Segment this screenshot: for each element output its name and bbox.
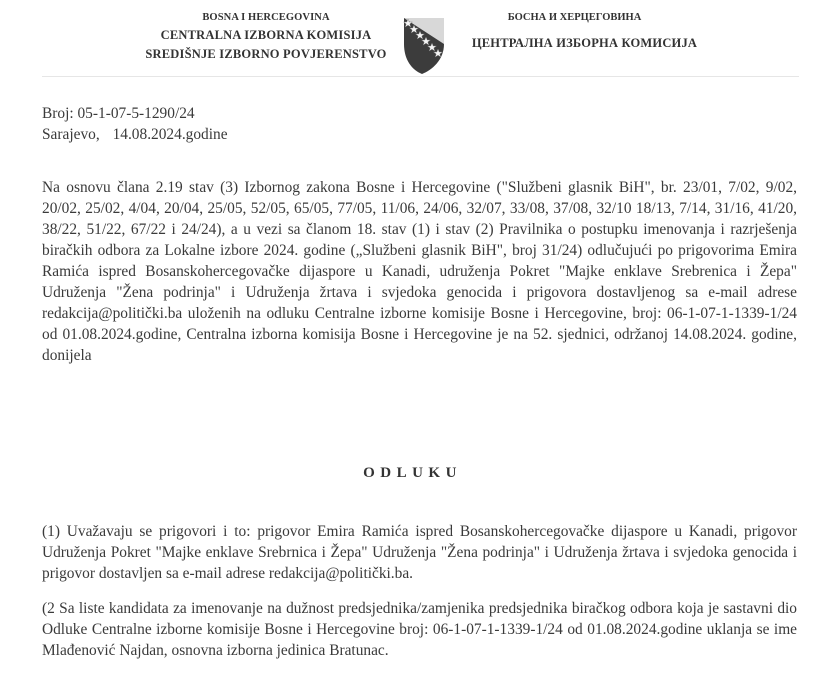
- decision-item-2: (2 Sa liste kandidata za imenovanje na dužnost predsjednika/zamjenika predsjednika biračkog odbora koja je sastavni dio Odluke Centralne izborne komisije Bosne i Hercegovine broj: 06-1-07-1-1339-1/24 od 01.08.2024.godine uklanja se ime Mlađenović Najdan, osnovna izborna jedinica Bratunac.: [42, 600, 797, 659]
- decision-title: ODLUKU: [363, 465, 462, 481]
- institution-name-alt: SREDIŠNJE IZBORNO POVJERENSTVO: [145, 47, 387, 61]
- header-divider: [42, 76, 799, 77]
- institution-name-latin: CENTRALNA IZBORNA KOMISIJA: [160, 28, 372, 42]
- country-name-latin: BOSNA I HERCEGOVINA: [202, 12, 330, 23]
- document-place: Sarajevo,: [42, 126, 100, 143]
- institution-name-cyrillic: ЦЕНТРАЛНА ИЗБОРНА КОМИСИЈА: [471, 36, 698, 50]
- document-meta: [42, 103, 228, 145]
- letterhead: [0, 0, 825, 80]
- letterhead-latin: [130, 11, 402, 63]
- document-number: Broj: 05-1-07-5-1290/24: [42, 105, 195, 122]
- place-date-line: [42, 124, 228, 145]
- decision-item-1: (1) Uvažavaju se prigovori i to: prigovor Emira Ramića ispred Bosanskohercegovačke dijaspore u Kanadi, prigovor Udruženja Pokret "Majke enklave Srebrnica i Žepa" Udruženja "Žena podrinja" i Udruženja žrtava i svjedoka genocida i prigovor dostavljen sa e-mail adrese redakcija@politički.ba.: [42, 523, 797, 582]
- document-date: 14.08.2024.godine: [112, 126, 228, 143]
- country-name-cyrillic: БОСНА И ХЕРЦЕГОВИНА: [507, 12, 642, 23]
- preamble-paragraph: Na osnovu člana 2.19 stav (3) Izbornog zakona Bosne i Hercegovine ("Službeni glasnik BiH", br. 23/01, 7/02, 9/02, 20/02, 25/02, 4/04, 20/04, 25/05, 52/05, 65/05, 77/05, 11/06, 24/06, 32/07, 33/08, 37/08, 32/10 18/13, 7/14, 31/16, 41/20, 38/22, 51/22, 67/22 i 24/24), a u vezi sa članom 18. stav (1) i stav (2) Pravilnika o postupku imenovanja i razrješenja biračkih odbora za Lokalne izbore 2024. godine („Službeni glasnik BiH", broj 31/24) odlučujući po prigovorima Emira Ramića ispred Bosanskohercegovačke dijaspore u Kanadi, udruženja Pokret "Majke enklave Srebrenica i Žepa" Udruženja "Žena podrinja" i Udruženja žrtava i svjedoka genocida i prigovora dostavljenog sa e-mail adrese redakcija@politički.ba uloženih na odluku Centralne izborne komisije Bosne i Hercegovine, broj: 06-1-07-1-1339-1/24 od 01.08.2024.godine, Centralna izborna komisija Bosne i Hercegovine je na 52. sjednici, održanoj 14.08.2024. godine, donijela: [42, 179, 797, 364]
- letterhead-cyrillic: [452, 11, 717, 57]
